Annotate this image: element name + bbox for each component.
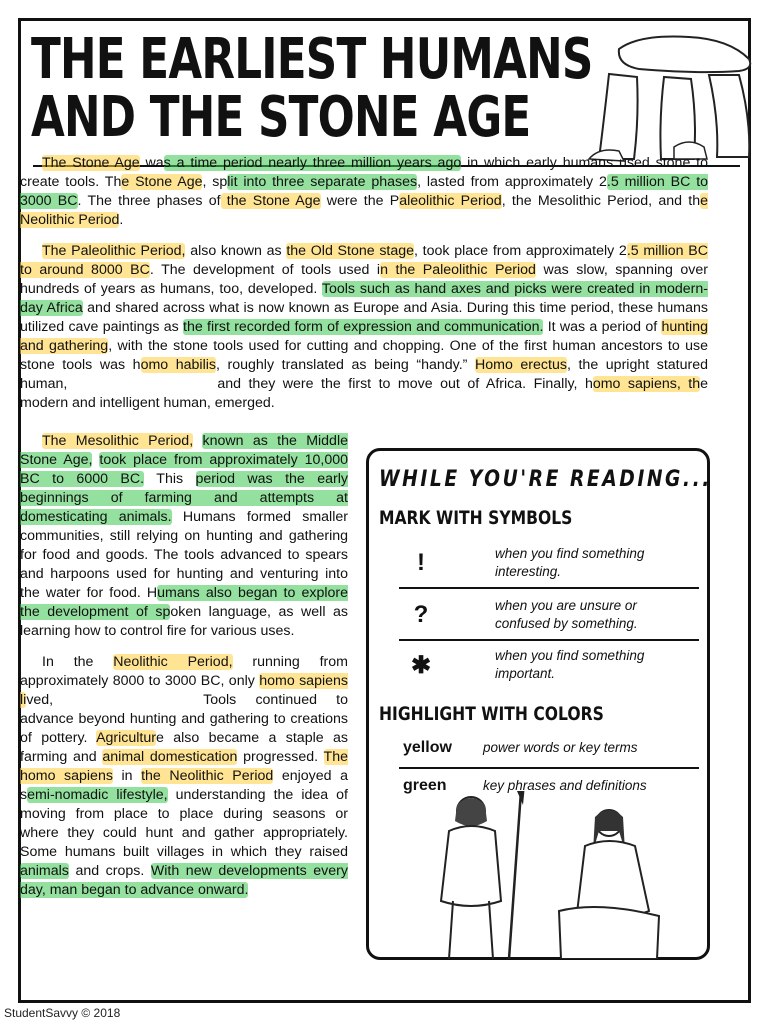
text-run: and they were the first to move out of Africa. Finally, h <box>217 376 593 392</box>
text-run: . The three phases of <box>77 193 221 209</box>
green-highlight: umans also began to explore the development of sp <box>20 585 348 620</box>
yellow-highlight: omo habilis <box>140 357 216 373</box>
symbol-row-interesting <box>399 543 699 589</box>
text-run: , lasted from approximately 2 <box>417 174 607 190</box>
green-highlight: lit into three separate phases <box>227 174 418 190</box>
yellow-highlight: the Old Stone stage <box>286 243 415 259</box>
symbol-description: when you are unsure or confused by something. <box>495 598 638 631</box>
yellow-highlight: The Stone Age <box>42 155 140 171</box>
text-run: , sp <box>202 174 228 190</box>
green-highlight: .5 million BC to 3000 BC <box>20 174 709 209</box>
green-highlight: period was the early beginnings of farming and attempts at domesticating animals. <box>20 471 348 525</box>
color-name: yellow <box>403 739 452 756</box>
text-run: It was a period of <box>543 319 662 335</box>
green-highlight: known as the Middle Stone Age, <box>20 433 348 468</box>
text-run: e modern and intelligent human, emerged. <box>20 376 708 411</box>
symbol-row-unsure <box>399 595 699 641</box>
yellow-highlight: n the Paleolithic Period <box>380 262 536 278</box>
yellow-highlight: homo sapiens li <box>20 673 348 708</box>
text-run: were the P <box>320 193 400 209</box>
text-run: , the upright statured human, <box>20 357 709 392</box>
text-run: , the Mesolithic Period, and th <box>501 193 701 209</box>
dolmen-illustration <box>579 29 759 164</box>
yellow-highlight: aleolithic Period <box>399 193 502 209</box>
paragraph-neolithic <box>20 653 348 900</box>
text-run: running from approximately 8000 to 3000 BC, only <box>20 654 348 689</box>
text-run: ved, <box>26 692 54 708</box>
asterisk-icon: ✱ <box>410 652 432 679</box>
exclamation-icon: ! <box>417 549 425 576</box>
green-highlight: emi-nomadic lifestyle, <box>27 787 168 803</box>
color-description: key phrases and definitions <box>483 778 647 793</box>
text-run: and shared across what is now known as Europe and Asia. During this time period, these humans utilized cave paintings as <box>20 300 708 335</box>
text-run: Humans formed smaller communities, still relying on hunting and gathering for food and goods. The tools advanced to spears and harpoons used for hunting and venturing into the water for food. H <box>20 509 348 601</box>
yellow-highlight: Neolithic Period, <box>113 654 233 670</box>
question-icon: ? <box>413 601 429 628</box>
yellow-highlight: hunting and gathering <box>20 319 708 354</box>
paragraph-stone-age <box>20 154 708 230</box>
while-reading-box <box>366 448 710 960</box>
yellow-highlight: The homo sapiens <box>20 749 348 784</box>
text-run: , with the stone tools used for cutting and chopping. One of the first human ancestors to use stone tools was h <box>20 338 708 373</box>
green-highlight: Tools such as hand axes and picks were created in modern-day Africa <box>20 281 708 316</box>
yellow-highlight: The Paleolithic Period, <box>42 243 186 259</box>
yellow-highlight: Homo erectus <box>474 357 567 373</box>
color-name: green <box>403 777 447 794</box>
text-run: wa <box>139 155 164 171</box>
text-run: , took place from approximately 2 <box>414 243 627 259</box>
title-line-2: AND THE STONE AGE <box>31 85 531 150</box>
yellow-highlight: .5 million BC to around 8000 BC <box>20 243 708 278</box>
yellow-highlight: animal domestication <box>102 749 238 765</box>
paragraph-paleolithic <box>20 242 708 413</box>
text-run: was slow, spanning over hundreds of years as humans, too, developed. <box>20 262 708 297</box>
text-run: oken language, as well as learning how to control fire for various uses. <box>20 604 348 639</box>
green-highlight: With new developments every day, man began to advance onward. <box>20 863 348 898</box>
text-run: progressed. <box>237 749 324 765</box>
page-title <box>31 27 593 150</box>
text-run: In the <box>42 654 114 670</box>
yellow-highlight: The Mesolithic Period, <box>42 433 194 449</box>
text-run: . The development of tools used i <box>149 262 381 278</box>
color-description: power words or key terms <box>483 740 638 755</box>
box-title: WHILE YOU'RE READING... <box>379 467 712 492</box>
green-highlight: the first recorded form of expression and communication. <box>183 319 544 335</box>
text-run: , roughly translated as being “handy.” <box>215 357 475 373</box>
text-run: also known as <box>185 243 287 259</box>
text-run: in <box>112 768 142 784</box>
text-run: Tools continued to advance beyond hunting and gathering to creations of pottery. <box>20 692 348 746</box>
symbol-description: when you find something interesting. <box>495 546 645 579</box>
yellow-highlight: the Stone Age <box>220 193 321 209</box>
symbol-description: when you find something important. <box>495 648 645 681</box>
green-highlight: animals <box>20 863 69 879</box>
text-run: enjoyed a s <box>20 768 348 803</box>
yellow-highlight: e Neolithic Period <box>20 193 708 228</box>
yellow-highlight: the Neolithic Period <box>141 768 274 784</box>
symbol-row-important <box>399 645 699 689</box>
paragraph-mesolithic <box>20 432 348 641</box>
yellow-highlight: e Stone Age <box>121 174 203 190</box>
text-run: in which early humans used stone to create tools. Th <box>20 155 709 190</box>
text-run: . <box>119 212 124 228</box>
copyright-footer: StudentSavvy © 2018 <box>4 1006 121 1020</box>
title-line-1: THE EARLIEST HUMANS <box>31 27 593 92</box>
intro-text <box>20 154 708 425</box>
green-highlight: s a time period nearly three million years ago <box>163 155 462 171</box>
yellow-highlight: Agricultur <box>96 730 156 746</box>
yellow-highlight: omo sapiens, th <box>592 376 701 392</box>
colors-heading: HIGHLIGHT WITH COLORS <box>379 703 604 725</box>
text-run: and crops. <box>68 863 151 879</box>
text-run: e also became a staple as farming and <box>20 730 348 765</box>
left-column-text <box>20 432 348 912</box>
symbols-heading: MARK WITH SYMBOLS <box>379 507 573 529</box>
text-run: This <box>144 471 196 487</box>
color-row-yellow <box>399 735 699 769</box>
green-highlight: took place from approximately 10,000 BC to 6000 BC. <box>20 452 348 487</box>
text-run: understanding the idea of moving from place to place during seasons or where they could hunt and gather appropriately. Some humans built villages in which they raised <box>20 787 349 860</box>
early-humans-illustration <box>409 791 699 959</box>
